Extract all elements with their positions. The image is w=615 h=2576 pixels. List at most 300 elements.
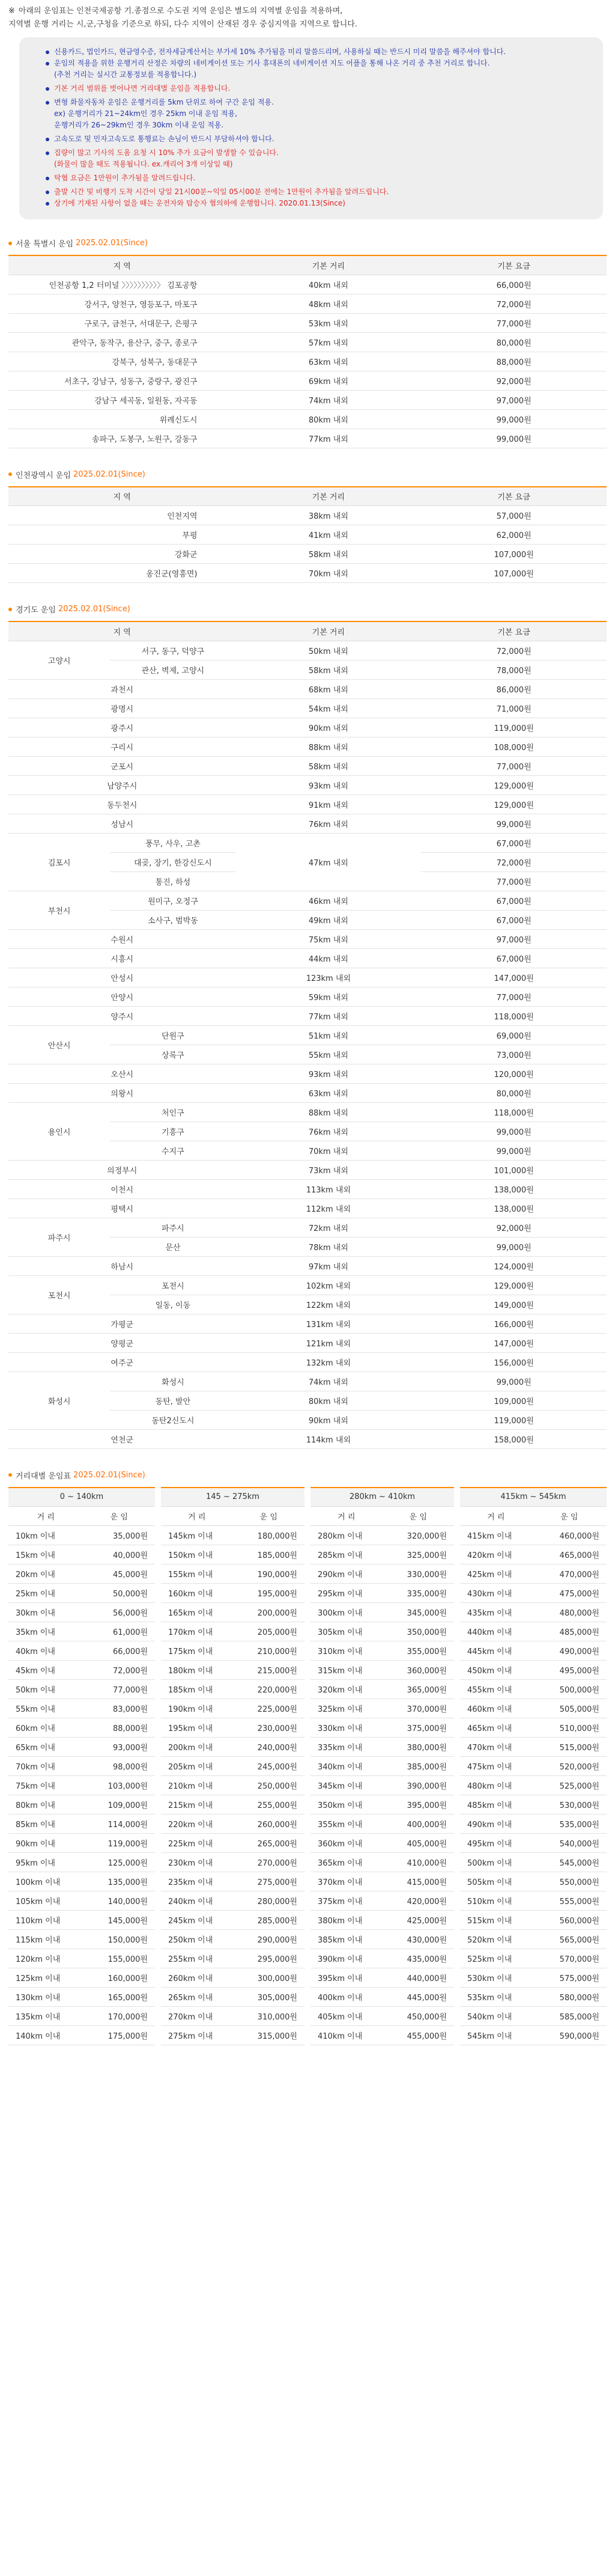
fare-cell: 475,000원 [532, 1584, 607, 1603]
fare-cell: 120,000원 [421, 1064, 607, 1083]
region-cell: 안양시 [8, 987, 235, 1006]
table-row [8, 294, 607, 313]
region-cell: 구리시 [8, 737, 235, 756]
fare-cell: 460,000원 [532, 1526, 607, 1545]
column-header-fare: 기본 요금 [421, 487, 607, 506]
distance-cell: 68km 내외 [235, 679, 421, 698]
fare-cell: 155,000원 [83, 1949, 159, 1968]
distance-cell: 465km 이내 [457, 1718, 532, 1738]
fare-cell: 265,000원 [233, 1834, 308, 1853]
fare-cell: 67,000원 [421, 833, 607, 852]
column-header-fare: 기본 요금 [421, 621, 607, 641]
table-row [8, 1218, 607, 1237]
distance-cell: 78km 내외 [235, 1237, 421, 1256]
distance-cell: 355km 이내 [308, 1814, 383, 1834]
table-row [8, 429, 607, 448]
table-row [8, 545, 607, 564]
subregion-cell: 수지구 [110, 1141, 235, 1160]
table-row [8, 1641, 607, 1661]
fare-cell: 124,000원 [421, 1256, 607, 1275]
region-group-cell: 파주시 [8, 1218, 110, 1256]
distance-cell: 90km 이내 [8, 1834, 83, 1853]
section-title: 서울 특별시 운임 2025.02.01(Since) [8, 237, 607, 249]
region-cell: 안성시 [8, 968, 235, 987]
distance-cell: 63km 내외 [235, 352, 421, 371]
subregion-cell: 기흥구 [110, 1122, 235, 1141]
fare-cell: 40,000원 [83, 1545, 159, 1564]
distance-cell: 130km 이내 [8, 1988, 83, 2007]
table-row [8, 641, 607, 660]
fare-cell: 510,000원 [532, 1718, 607, 1738]
region-cell: 동두천시 [8, 795, 235, 814]
distance-cell: 240km 이내 [158, 1891, 233, 1911]
fare-cell: 72,000원 [421, 852, 607, 871]
fare-cell: 99,000원 [421, 409, 607, 429]
distance-cell: 53km 내외 [235, 313, 421, 332]
notice-item: 변형 화물자동차 운임은 운행거리를 5km 단위로 하여 구간 운임 적용. [46, 97, 587, 108]
distance-cell: 255km 이내 [158, 1949, 233, 1968]
fare-cell: 175,000원 [83, 2026, 159, 2045]
fare-cell: 515,000원 [532, 1738, 607, 1757]
region-cell: 광주시 [8, 718, 235, 737]
fare-cell: 118,000원 [421, 1102, 607, 1122]
fare-cell: 69,000원 [421, 1025, 607, 1045]
table-row [8, 564, 607, 583]
region-cell: 인천지역 [8, 506, 235, 525]
notice-item: 상기에 기재된 사항이 없을 때는 운전자와 탑승자 협의하에 운행합니다. 2020.01.13(Since) [46, 198, 587, 209]
distance-cell: 76km 내외 [235, 814, 421, 833]
distance-cell: 58km 내외 [235, 756, 421, 775]
fare-cell: 78,000원 [421, 660, 607, 679]
fare-cell: 147,000원 [421, 968, 607, 987]
table-row [8, 1622, 607, 1641]
table-row [8, 1333, 607, 1352]
region-cell: 여주군 [8, 1352, 235, 1372]
distance-cell: 195km 이내 [158, 1718, 233, 1738]
region-cell: 의왕시 [8, 1083, 235, 1102]
fare-cell: 88,000원 [83, 1718, 159, 1738]
fare-cell: 525,000원 [532, 1776, 607, 1795]
table-row [8, 968, 607, 987]
fare-cell: 147,000원 [421, 1333, 607, 1352]
distance-cell: 265km 이내 [158, 1988, 233, 2007]
distance-cell: 295km 이내 [308, 1584, 383, 1603]
distance-cell: 110km 이내 [8, 1911, 83, 1930]
table-row [8, 1083, 607, 1102]
table-row [8, 1256, 607, 1275]
distance-cell: 245km 이내 [158, 1911, 233, 1930]
reference-mark: ※ [8, 7, 15, 16]
notice-item: ex) 운행거리가 21~24km인 경우 25km 이내 운임 적용, [54, 109, 237, 118]
fare-cell: 345,000원 [383, 1603, 458, 1622]
table-row [8, 352, 607, 371]
distance-cell: 530km 이내 [457, 1968, 532, 1988]
fare-cell: 61,000원 [83, 1622, 159, 1641]
distance-cell: 185km 이내 [158, 1680, 233, 1699]
fare-cell: 560,000원 [532, 1911, 607, 1930]
distance-cell: 57km 내외 [235, 332, 421, 352]
fare-cell: 425,000원 [383, 1911, 458, 1930]
fare-cell: 365,000원 [383, 1680, 458, 1699]
distance-cell: 115km 이내 [8, 1930, 83, 1949]
subregion-cell: 풍무, 사우, 고촌 [110, 833, 235, 852]
table-row [8, 1988, 607, 2007]
table-row [8, 1757, 607, 1776]
fare-cell: 490,000원 [532, 1641, 607, 1661]
table-row [8, 1102, 607, 1122]
distance-cell: 180km 이내 [158, 1661, 233, 1680]
distance-subheader: 거 리 [8, 1507, 83, 1526]
fare-cell: 72,000원 [421, 641, 607, 660]
section-title: 거리대별 운임표 2025.02.01(Since) [8, 1470, 607, 1481]
distance-cell: 315km 이내 [308, 1661, 383, 1680]
fare-cell: 450,000원 [383, 2007, 458, 2026]
intro-text [8, 5, 607, 31]
fare-cell: 250,000원 [233, 1776, 308, 1795]
distance-cell: 50km 내외 [235, 641, 421, 660]
fare-cell: 129,000원 [421, 775, 607, 795]
region-cell: 군포시 [8, 756, 235, 775]
table-row [8, 1429, 607, 1448]
table-row [8, 1853, 607, 1872]
table-row [8, 795, 607, 814]
fare-cell: 80,000원 [421, 1083, 607, 1102]
distance-cell: 75km 내외 [235, 929, 421, 948]
distance-cell: 495km 이내 [457, 1834, 532, 1853]
distance-cell: 400km 이내 [308, 1988, 383, 2007]
fare-cell: 67,000원 [421, 891, 607, 910]
distance-cell: 85km 이내 [8, 1814, 83, 1834]
table-row [8, 1526, 607, 1545]
fare-cell: 565,000원 [532, 1930, 607, 1949]
fare-cell: 156,000원 [421, 1352, 607, 1372]
seoul-fare-table [8, 255, 607, 448]
fare-cell: 465,000원 [532, 1545, 607, 1564]
table-row [8, 1718, 607, 1738]
distance-cell: 235km 이내 [158, 1872, 233, 1891]
distance-cell: 540km 이내 [457, 2007, 532, 2026]
table-row [8, 1160, 607, 1179]
fare-cell: 125,000원 [83, 1853, 159, 1872]
distance-cell: 70km 내외 [235, 564, 421, 583]
fare-cell: 118,000원 [421, 1006, 607, 1025]
table-row [8, 698, 607, 718]
region-cell: 관악구, 동작구, 용산구, 중구, 종로구 [8, 332, 235, 352]
region-cell: 의정부시 [8, 1160, 235, 1179]
fare-cell: 260,000원 [233, 1814, 308, 1834]
distance-cell: 65km 이내 [8, 1738, 83, 1757]
distance-cell: 305km 이내 [308, 1622, 383, 1641]
fare-cell: 555,000원 [532, 1891, 607, 1911]
fare-cell: 535,000원 [532, 1814, 607, 1834]
fare-cell: 545,000원 [532, 1853, 607, 1872]
distance-cell: 77km 내외 [235, 429, 421, 448]
region-cell: 양주시 [8, 1006, 235, 1025]
distance-cell: 47km 내외 [235, 833, 421, 891]
fare-cell: 200,000원 [233, 1603, 308, 1622]
region-group-cell: 용인시 [8, 1102, 110, 1160]
table-row [8, 1911, 607, 1930]
distance-cell: 113km 내외 [235, 1179, 421, 1198]
distance-cell: 125km 이내 [8, 1968, 83, 1988]
fare-cell: 180,000원 [233, 1526, 308, 1545]
fare-subheader: 운 임 [383, 1507, 458, 1526]
notice-box [19, 37, 603, 219]
fare-cell: 45,000원 [83, 1564, 159, 1584]
distance-cell: 97km 내외 [235, 1256, 421, 1275]
table-row [8, 1198, 607, 1218]
fare-cell: 570,000원 [532, 1949, 607, 1968]
distance-cell: 545km 이내 [457, 2026, 532, 2045]
fare-cell: 385,000원 [383, 1757, 458, 1776]
fare-cell: 210,000원 [233, 1641, 308, 1661]
distance-subheader: 거 리 [308, 1507, 383, 1526]
table-row [8, 1603, 607, 1622]
fare-cell: 325,000원 [383, 1545, 458, 1564]
table-row [8, 1006, 607, 1025]
distance-cell: 55km 이내 [8, 1699, 83, 1718]
distance-cell: 405km 이내 [308, 2007, 383, 2026]
distance-cell: 350km 이내 [308, 1795, 383, 1814]
distance-cell: 395km 이내 [308, 1968, 383, 1988]
table-row [8, 1814, 607, 1834]
distance-cell: 160km 이내 [158, 1584, 233, 1603]
distance-cell: 40km 내외 [235, 275, 421, 294]
fare-cell: 440,000원 [383, 1968, 458, 1988]
distance-cell: 420km 이내 [457, 1545, 532, 1564]
distance-cell: 46km 내외 [235, 891, 421, 910]
region-cell: 위례신도시 [8, 409, 235, 429]
region-group-cell: 포천시 [8, 1275, 110, 1314]
fare-cell: 145,000원 [83, 1911, 159, 1930]
distance-cell: 35km 이내 [8, 1622, 83, 1641]
region-cell: 오산시 [8, 1064, 235, 1083]
intro-line-1: ※ 아래의 운임표는 인천국제공항 기.종점으로 수도권 지역 운임은 별도의 지역별 운임을 적용하며, [8, 7, 343, 16]
distance-cell: 320km 이내 [308, 1680, 383, 1699]
fare-cell: 114,000원 [83, 1814, 159, 1834]
fare-cell: 35,000원 [83, 1526, 159, 1545]
fare-cell: 220,000원 [233, 1680, 308, 1699]
fare-cell: 195,000원 [233, 1584, 308, 1603]
region-cell: 수원시 [8, 929, 235, 948]
distance-cell: 44km 내외 [235, 948, 421, 968]
distance-cell: 440km 이내 [457, 1622, 532, 1641]
fare-cell: 300,000원 [233, 1968, 308, 1988]
subregion-cell: 원미구, 오정구 [110, 891, 235, 910]
incheon-fare-table [8, 486, 607, 584]
table-row [8, 891, 607, 910]
fare-cell: 119,000원 [421, 718, 607, 737]
fare-cell: 410,000원 [383, 1853, 458, 1872]
notice-item: (추천 거리는 실시간 교통정보를 적용합니다.) [54, 70, 197, 79]
distance-cell: 70km 내외 [235, 1141, 421, 1160]
distance-cell: 135km 이내 [8, 2007, 83, 2026]
bullet-icon [8, 1473, 12, 1477]
fare-cell: 380,000원 [383, 1738, 458, 1757]
distance-cell: 114km 내외 [235, 1429, 421, 1448]
distance-cell: 80km 이내 [8, 1795, 83, 1814]
distance-cell: 30km 이내 [8, 1603, 83, 1622]
distance-cell: 74km 내외 [235, 1372, 421, 1391]
fare-cell: 530,000원 [532, 1795, 607, 1814]
region-cell: 부평 [8, 525, 235, 545]
distance-cell: 520km 이내 [457, 1930, 532, 1949]
distance-cell: 95km 이내 [8, 1853, 83, 1872]
fare-cell: 160,000원 [83, 1968, 159, 1988]
distance-cell: 250km 이내 [158, 1930, 233, 1949]
fare-cell: 335,000원 [383, 1584, 458, 1603]
notice-list [46, 47, 587, 209]
fare-cell: 77,000원 [421, 756, 607, 775]
distance-cell: 122km 내외 [235, 1295, 421, 1314]
column-header-distance: 기본 거리 [235, 255, 421, 275]
distance-group-header: 0 ~ 140km [8, 1488, 158, 1507]
fare-cell: 215,000원 [233, 1661, 308, 1680]
fare-cell: 108,000원 [421, 737, 607, 756]
fare-cell: 88,000원 [421, 352, 607, 371]
fare-cell: 72,000원 [83, 1661, 159, 1680]
distance-cell: 275km 이내 [158, 2026, 233, 2045]
region-group-cell: 김포시 [8, 833, 110, 891]
distance-cell: 90km 내외 [235, 718, 421, 737]
fare-cell: 275,000원 [233, 1872, 308, 1891]
fare-cell: 71,000원 [421, 698, 607, 718]
distance-group-header: 145 ~ 275km [158, 1488, 308, 1507]
table-row [8, 1930, 607, 1949]
subregion-cell: 통진, 하성 [110, 871, 235, 891]
fare-cell: 305,000원 [233, 1988, 308, 2007]
fare-cell: 97,000원 [421, 390, 607, 409]
table-row [8, 737, 607, 756]
table-row [8, 1064, 607, 1083]
fare-cell: 290,000원 [233, 1930, 308, 1949]
fare-cell: 99,000원 [421, 814, 607, 833]
fare-cell: 320,000원 [383, 1526, 458, 1545]
distance-cell: 435km 이내 [457, 1603, 532, 1622]
fare-cell: 98,000원 [83, 1757, 159, 1776]
region-cell: 구로구, 금천구, 서대문구, 은평구 [8, 313, 235, 332]
fare-cell: 119,000원 [421, 1410, 607, 1429]
distance-cell: 80km 내외 [235, 409, 421, 429]
fare-cell: 129,000원 [421, 1275, 607, 1295]
intro-line-2: 지역별 운행 거리는 시,군,구청을 기준으로 하되, 다수 지역이 산재된 경우 중심지역을 지역으로 합니다. [8, 20, 357, 29]
distance-cell: 510km 이내 [457, 1891, 532, 1911]
fare-cell: 485,000원 [532, 1622, 607, 1641]
distance-fare-section [8, 1470, 607, 2046]
region-group-cell: 안산시 [8, 1025, 110, 1064]
table-row [8, 2026, 607, 2045]
distance-cell: 54km 내외 [235, 698, 421, 718]
distance-cell: 45km 이내 [8, 1661, 83, 1680]
fare-cell: 350,000원 [383, 1622, 458, 1641]
subregion-cell: 동탄, 발안 [110, 1391, 235, 1410]
distance-cell: 50km 이내 [8, 1680, 83, 1699]
fare-cell: 270,000원 [233, 1853, 308, 1872]
subregion-cell: 상록구 [110, 1045, 235, 1064]
distance-cell: 480km 이내 [457, 1776, 532, 1795]
distance-cell: 123km 내외 [235, 968, 421, 987]
distance-cell: 51km 내외 [235, 1025, 421, 1045]
fare-cell: 240,000원 [233, 1738, 308, 1757]
distance-cell: 165km 이내 [158, 1603, 233, 1622]
subregion-cell: 동탄2신도시 [110, 1410, 235, 1429]
region-group-cell: 고양시 [8, 641, 110, 679]
fare-cell: 255,000원 [233, 1795, 308, 1814]
distance-fare-table [8, 1487, 607, 2046]
distance-cell: 460km 이내 [457, 1699, 532, 1718]
distance-cell: 93km 내외 [235, 1064, 421, 1083]
fare-cell: 57,000원 [421, 506, 607, 525]
fare-cell: 149,000원 [421, 1295, 607, 1314]
fare-cell: 370,000원 [383, 1699, 458, 1718]
region-group-cell: 부천시 [8, 891, 110, 929]
region-cell: 옹진군(영흥면) [8, 564, 235, 583]
notice-item: 운임의 적용을 위한 운행거리 산정은 차량의 네비게이션 또는 기사 휴대폰의 네비게이션 지도 어플을 통해 나온 거리 중 추천 거리로 합니다. [46, 58, 587, 69]
fare-cell: 420,000원 [383, 1891, 458, 1911]
fare-cell: 405,000원 [383, 1834, 458, 1853]
distance-group-header: 415km ~ 545km [457, 1488, 607, 1507]
fare-cell: 415,000원 [383, 1872, 458, 1891]
distance-subheader: 거 리 [457, 1507, 532, 1526]
distance-cell: 49km 내외 [235, 910, 421, 929]
distance-cell: 385km 이내 [308, 1930, 383, 1949]
subregion-cell: 소사구, 범박동 [110, 910, 235, 929]
distance-cell: 270km 이내 [158, 2007, 233, 2026]
distance-cell: 60km 이내 [8, 1718, 83, 1738]
fare-cell: 99,000원 [421, 429, 607, 448]
distance-cell: 59km 내외 [235, 987, 421, 1006]
distance-cell: 58km 내외 [235, 660, 421, 679]
fare-cell: 77,000원 [83, 1680, 159, 1699]
distance-cell: 40km 이내 [8, 1641, 83, 1661]
table-row [8, 948, 607, 968]
distance-cell: 225km 이내 [158, 1834, 233, 1853]
fare-subheader: 운 임 [532, 1507, 607, 1526]
fare-cell: 360,000원 [383, 1661, 458, 1680]
fare-cell: 470,000원 [532, 1564, 607, 1584]
subregion-cell: 포천시 [110, 1275, 235, 1295]
distance-cell: 490km 이내 [457, 1814, 532, 1834]
fare-cell: 230,000원 [233, 1718, 308, 1738]
distance-cell: 41km 내외 [235, 525, 421, 545]
distance-cell: 155km 이내 [158, 1564, 233, 1584]
table-row [8, 775, 607, 795]
table-row [8, 1949, 607, 1968]
distance-cell: 360km 이내 [308, 1834, 383, 1853]
column-header-region: 지 역 [8, 487, 235, 506]
notice-item: 출발 시간 및 비행기 도착 시간이 당일 21시00분~익일 05시00분 전에는 1만원이 추가됨을 알려드립니다. [46, 187, 587, 197]
distance-cell: 90km 내외 [235, 1410, 421, 1429]
fare-cell: 550,000원 [532, 1872, 607, 1891]
distance-cell: 215km 이내 [158, 1795, 233, 1814]
column-header-region: 지 역 [8, 255, 235, 275]
table-row [8, 1738, 607, 1757]
fare-cell: 390,000원 [383, 1776, 458, 1795]
fare-cell: 575,000원 [532, 1968, 607, 1988]
fare-cell: 480,000원 [532, 1603, 607, 1622]
distance-cell: 390km 이내 [308, 1949, 383, 1968]
distance-cell: 285km 이내 [308, 1545, 383, 1564]
table-row [8, 929, 607, 948]
column-header-region: 지 역 [8, 621, 235, 641]
distance-cell: 121km 내외 [235, 1333, 421, 1352]
fare-cell: 135,000원 [83, 1872, 159, 1891]
distance-cell: 325km 이내 [308, 1699, 383, 1718]
fare-cell: 73,000원 [421, 1045, 607, 1064]
fare-cell: 72,000원 [421, 294, 607, 313]
fare-cell: 66,000원 [421, 275, 607, 294]
distance-cell: 220km 이내 [158, 1814, 233, 1834]
